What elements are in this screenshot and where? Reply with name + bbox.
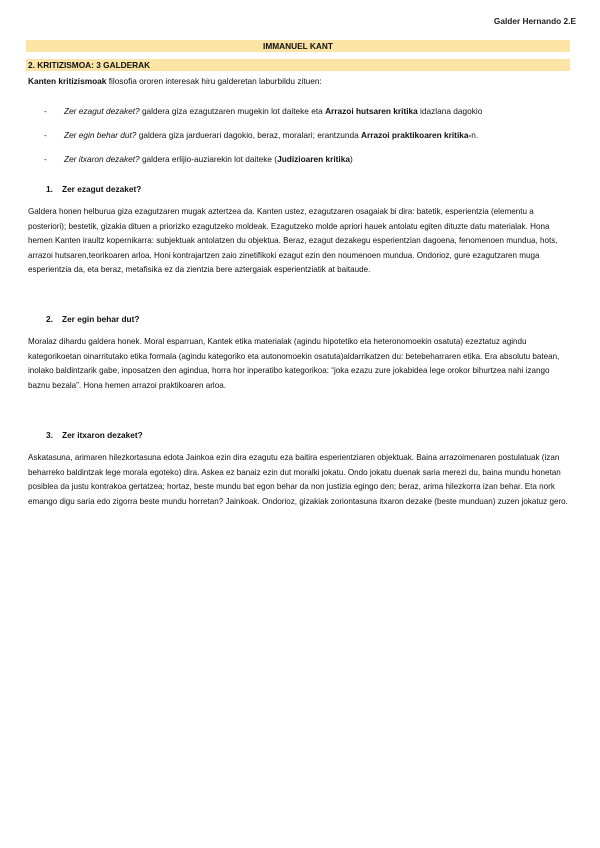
question-list xyxy=(44,106,574,178)
list-item xyxy=(44,106,574,117)
bullet-dash: - xyxy=(44,106,47,116)
question-italic: Zer itxaron dezaket? xyxy=(64,154,140,164)
section-number: 3. xyxy=(46,430,53,440)
bullet-bold: Arrazoi hutsaren kritika xyxy=(325,106,418,116)
bullet-bold: Judizioaren kritika xyxy=(277,154,350,164)
section-heading-text: Zer itxaron dezaket? xyxy=(62,430,143,440)
bullet-text: galdera giza jarduerari dagokio, beraz, moralari; erantzunda xyxy=(136,130,362,140)
section-heading xyxy=(46,314,139,325)
bullet-tail: idazlana dagokio xyxy=(417,106,483,116)
section-number: 2. xyxy=(46,314,53,324)
section-title: 2. KRITIZISMOA: 3 GALDERAK xyxy=(26,59,570,71)
section-heading xyxy=(46,184,141,195)
section-heading-text: Zer egin behar dut? xyxy=(62,314,140,324)
section-body: Askatasuna, arimaren hilezkortasuna edota Jainkoa ezin dira ezagutu eza baitira esperientziaren objektuak. Baina arrazoimenaren postulatuak (izan beharreko baldintzak lege morala egoteko) dira. Askea ez banaiz ezin dut moralki jokatu. Ondo jokatu duenak saria merezi du, baina mundu honetan posiblea da justu kontrakoa gertatzea; hortaz, beste mundu bat egon behar da non justizia egingo den; beraz, arima hilezkorra izan behar. Eta nork emango digu saria edo zigorra beste mundu horretan? Jainkoak. Ondorioz, gizakiak zoriontasuna itxaron dezake (beste munduan) zuzen jokatuz gero. xyxy=(28,453,568,506)
author-header: Galder Hernando 2.E xyxy=(493,16,576,26)
section-body: Moralaz dihardu galdera honek. Moral esparruan, Kantek etika materialak (agindu hipotetiko eta heteronomoekin osatuta) ezeztatuz agindu kategorikoetan oinarritutako etika formala (agindu kategoriko eta autonomoekin osatuta)aldarrikatzen du: betebeharraren etika. Era absolutu batean, inolako baldintzarik gabe, inposatzen den agindua, horra hor inperatibo kategorikoa: “joka ezazu zure jokabidea lege orokor bihurtzea nahi izango baznu bezala”. Hona hemen arrazoi praktikoaren arloa. xyxy=(28,337,560,390)
intro-bold: Kanten kritizismoak xyxy=(28,76,107,86)
intro-text xyxy=(28,76,568,87)
bullet-tail: n. xyxy=(471,130,479,140)
document-title: IMMANUEL KANT xyxy=(26,40,570,52)
section-heading-text: Zer ezagut dezaket? xyxy=(62,184,142,194)
bullet-text: galdera erlijio-auziarekin lot daiteke ( xyxy=(139,154,278,164)
list-item xyxy=(44,154,574,165)
bullet-text: galdera giza ezagutzaren mugekin lot daiteke eta xyxy=(139,106,326,116)
section-heading xyxy=(46,430,143,441)
intro-rest: filosofia ororen interesak hiru galderetan laburbildu zituen: xyxy=(106,76,322,86)
section-number: 1. xyxy=(46,184,53,194)
question-italic: Zer egin behar dut? xyxy=(64,130,137,140)
list-item xyxy=(44,130,574,141)
bullet-bold: Arrazoi praktikoaren kritika- xyxy=(361,130,472,140)
question-italic: Zer ezagut dezaket? xyxy=(64,106,140,116)
bullet-dash: - xyxy=(44,130,47,140)
bullet-tail: ) xyxy=(349,154,353,164)
bullet-dash: - xyxy=(44,154,47,164)
section-body: Galdera honen helburua giza ezagutzaren mugak aztertzea da. Kanten ustez, ezagutzaren osagaiak bi dira: batetik, esperientzia (elementu a posteriori); bestetik, gizakia dituen a priorizko ezagutzeko moldeak. Ezagutzeko molde apriori hauek antolatu egiten dituzte datu materialak. Hona hemen Kanten iraultz kopernikarra: subjektuak antolatzen du objektua. Beraz, ezagut dezakegu esperientzian dagoena, fenomenoen mundua, hots, arrazoi hutsaren,teorikoaren arloa. Honi kontrajartzen zaio zinetifikoki ezagut ezin den noumenoen mundua. Ondorioz, gure ezagutzaren muga esperientzia da, eta beraz, metafisika ez da zientzia bere aztergaiak esperientziatik at baitaude. xyxy=(28,207,558,275)
